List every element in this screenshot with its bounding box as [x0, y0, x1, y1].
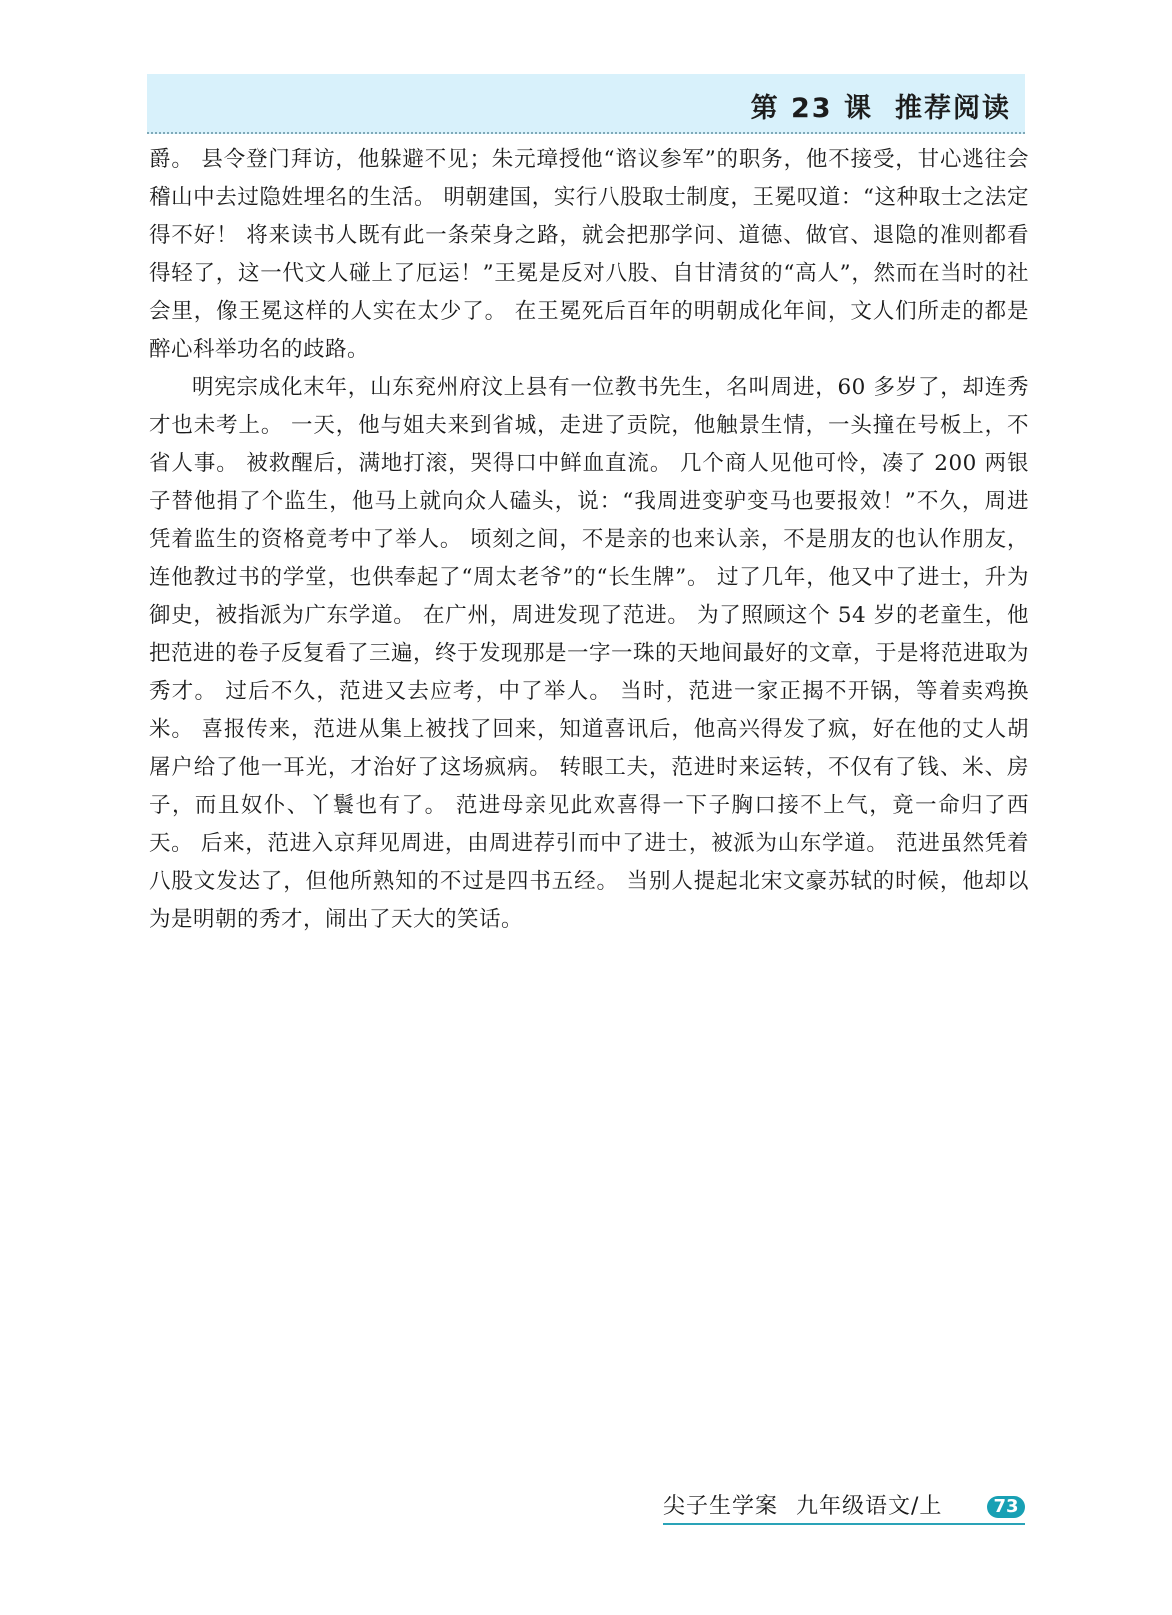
paragraph-1: 爵。 县令登门拜访，他躲避不见；朱元璋授他“谘议参军”的职务，他不接受，甘心逃往会稽山中去过隐姓埋名的生活。 明朝建国，实行八股取士制度，王冕叹道：“这种取士之法定得不好！ 将来读书人既有此一条荣身之路，就会把那学问、道德、做官、退隐的准则都看得轻了，这一代文人碰上了厄运！”王冕是反对八股、自甘清贫的“高人”，然而在当时的社会里，像王冕这样的人实在太少了。 在王冕死后百年的明朝成化年间，文人们所走的都是醉心科举功名的歧路。: [149, 147, 1029, 362]
footer-text: [663, 1493, 942, 1521]
book-title: 尖子生学案: [663, 1494, 779, 1519]
grade-subject: 九年级语文/上: [796, 1494, 943, 1519]
page-header: [147, 74, 1025, 134]
page-footer: [663, 1493, 1025, 1525]
header-title: [751, 86, 1011, 125]
page-number-badge: 73: [987, 1496, 1025, 1518]
section-title: 推荐阅读: [895, 93, 1011, 124]
paragraph-2: 明宪宗成化末年，山东兖州府汶上县有一位教书先生，名叫周进，60 多岁了，却连秀才也未考上。 一天，他与姐夫来到省城，走进了贡院，他触景生情，一头撞在号板上，不省人事。 被救醒后，满地打滚，哭得口中鲜血直流。 几个商人见他可怜，凑了 200 两银子替他捐了个监生，他马上就向众人磕头，说：“我周进变驴变马也要报效！”不久，周进凭着监生的资格竟考中了举人。 顷刻之间，不是亲的也来认亲，不是朋友的也认作朋友，连他教过书的学堂，也供奉起了“周太老爷”的“长生牌”。 过了几年，他又中了进士，升为御史，被指派为广东学道。 在广州，周进发现了范进。 为了照顾这个 54 岁的老童生，他把范进的卷子反复看了三遍，终于发现那是一字一珠的天地间最好的文章，于是将范进取为秀才。 过后不久，范进又去应考，中了举人。 当时，范进一家正揭不开锅，等着卖鸡换米。 喜报传来，范进从集上被找了回来，知道喜讯后，他高兴得发了疯，好在他的丈人胡屠户给了他一耳光，才治好了这场疯病。 转眼工夫，范进时来运转，不仅有了钱、米、房子，而且奴仆、丫鬟也有了。 范进母亲见此欢喜得一下子胸口接不上气，竟一命归了西天。 后来，范进入京拜见周进，由周进荐引而中了进士，被派为山东学道。 范进虽然凭着八股文发达了，但他所熟知的不过是四书五经。 当别人提起北宋文豪苏轼的时候，他却以为是明朝的秀才，闹出了天大的笑话。: [149, 375, 1030, 932]
lesson-number: 第 23 课: [750, 93, 873, 124]
article-body: [149, 141, 1029, 939]
